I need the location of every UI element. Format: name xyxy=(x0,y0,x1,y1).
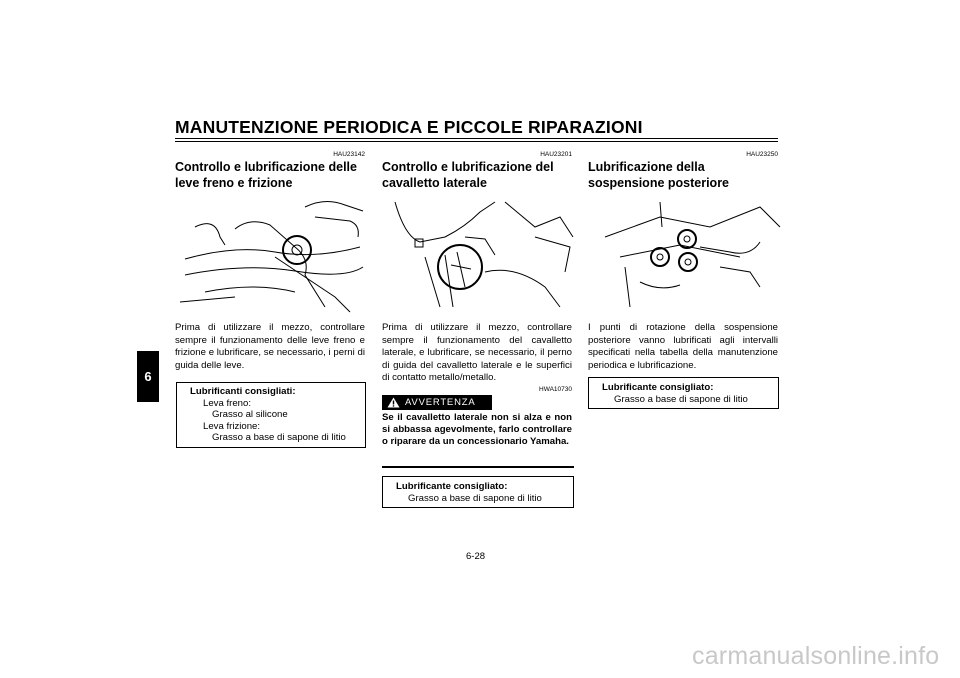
page-number: 6-28 xyxy=(466,551,486,562)
page-header-title: MANUTENZIONE PERIODICA E PICCOLE RIPARAZIONI xyxy=(175,117,643,137)
warning-label: AVVERTENZA xyxy=(405,397,476,408)
watermark: carmanualsonline.info xyxy=(692,642,940,670)
lubricant-box-title: Lubrificante consigliato: xyxy=(602,382,714,393)
warning-code: HWA10730 xyxy=(539,386,572,393)
warning-text: Se il cavalletto laterale non si alza e non si abbassa agevolmente, farlo controllare o riparare da un concessionario Yamaha. xyxy=(382,412,572,448)
warning-triangle-icon xyxy=(387,397,400,408)
lubricant-line: Grasso a base di sapone di litio xyxy=(614,393,748,405)
header-rule-bottom xyxy=(175,141,778,142)
section-title-suspension: Lubrificazione della sospensione posteriore xyxy=(588,160,730,190)
section-body-sidestand: Prima di utilizzare il mezzo, controllare sempre il funzionamento del cavalletto laterale, e lubrificare, se necessario, il perno di guida del cavalletto laterale e le superfici di contatto metallo/metallo. xyxy=(382,322,572,384)
section-code: HAU23142 xyxy=(333,151,365,158)
brake-clutch-lever-illustration xyxy=(175,197,365,315)
lubricant-box-sidestand xyxy=(382,476,574,508)
section-code: HAU23201 xyxy=(540,151,572,158)
rear-suspension-illustration xyxy=(600,197,790,315)
section-title-levers: Controllo e lubrificazione delle leve freno e frizione xyxy=(175,160,357,190)
lubricant-line: Grasso a base di sapone di litio xyxy=(408,492,542,504)
section-title-sidestand: Controllo e lubrificazione del cavalletto laterale xyxy=(382,160,554,190)
warning-header xyxy=(382,395,572,410)
section-body-levers: Prima di utilizzare il mezzo, controllare sempre il funzionamento delle leve freno e frizione e lubrificare, se necessario, i perni di guida delle leve. xyxy=(175,322,365,371)
lubricant-box-title: Lubrificante consigliato: xyxy=(396,481,508,492)
lubricant-line: Leva frizione: xyxy=(203,420,261,432)
lubricant-line: Leva freno: xyxy=(203,397,252,409)
section-code: HAU23250 xyxy=(746,151,778,158)
lubricant-box-suspension xyxy=(588,377,779,409)
warning-rule xyxy=(382,466,574,468)
lubricant-line: Grasso a base di sapone di litio xyxy=(212,432,346,443)
warning-badge xyxy=(382,395,492,410)
lubricant-box-title: Lubrificanti consigliati: xyxy=(190,386,296,397)
lubricant-line: Grasso al silicone xyxy=(212,409,288,420)
section-body-suspension: I punti di rotazione della sospensione posteriore vanno lubrificati agli intervalli specificati nella tabella della manutenzione periodica e lubrificazione. xyxy=(588,322,778,371)
chapter-tab: 6 xyxy=(137,351,159,402)
lubricant-box-levers xyxy=(176,382,366,448)
sidestand-illustration xyxy=(385,197,575,315)
header-rule-top xyxy=(175,138,778,139)
